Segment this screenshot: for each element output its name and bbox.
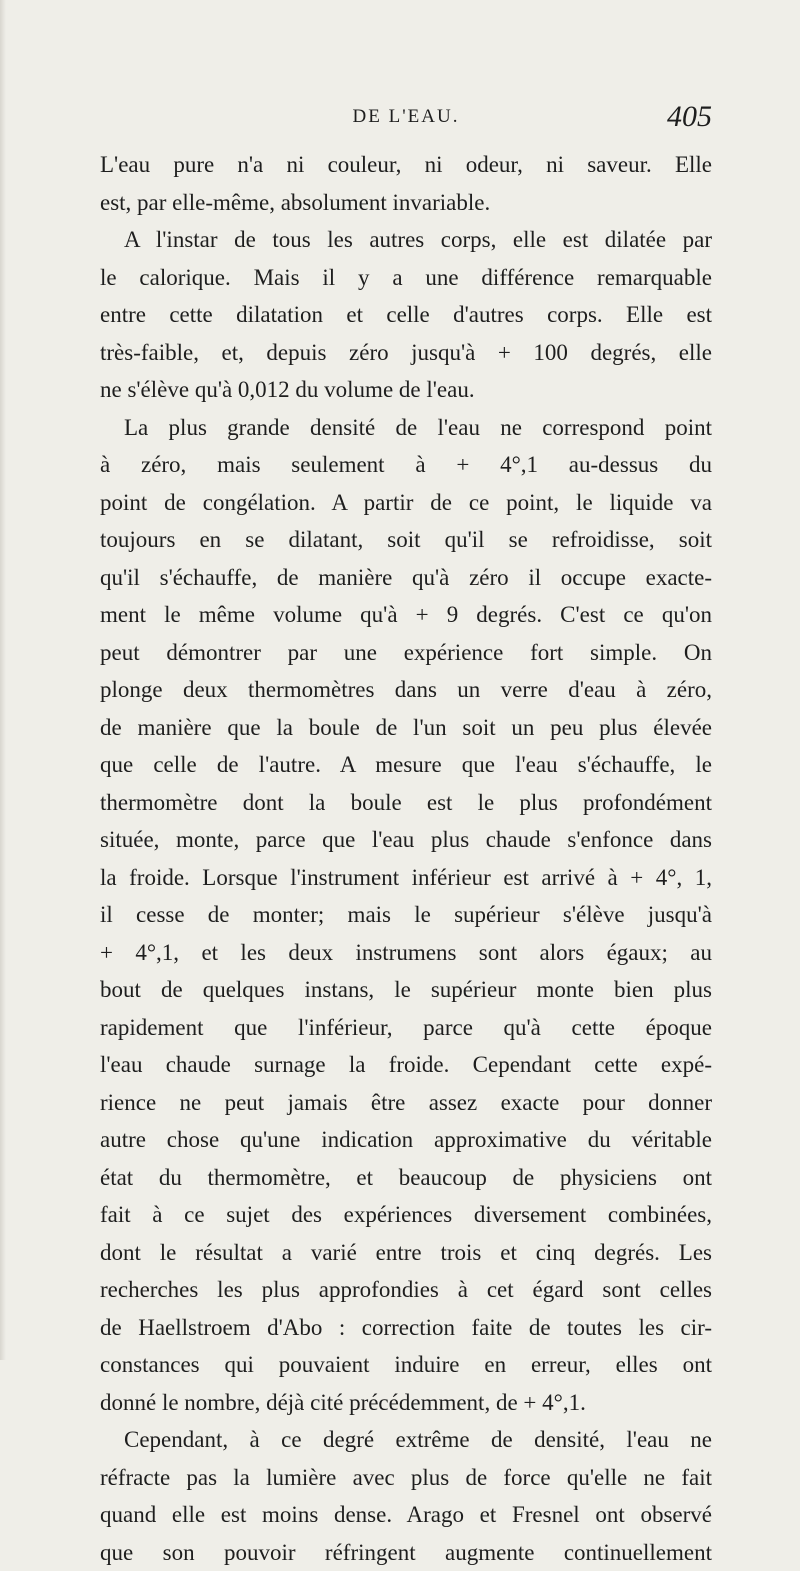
text-line: réfracte pas la lumière avec plus de force qu'elle ne fait — [100, 1459, 712, 1497]
text-line: quand elle est moins dense. Arago et Fresnel ont observé — [100, 1496, 712, 1534]
text-line: état du thermomètre, et beaucoup de physiciens ont — [100, 1159, 712, 1197]
text-line: de manière que la boule de l'un soit un peu plus élevée — [100, 709, 712, 747]
text-line: très-faible, et, depuis zéro jusqu'à + 100 degrés, elle — [100, 334, 712, 372]
text-line: de Haellstroem d'Abo : correction faite de toutes les cir- — [100, 1309, 712, 1347]
text-line: autre chose qu'une indication approximative du véritable — [100, 1121, 712, 1159]
text-line: que celle de l'autre. A mesure que l'eau s'échauffe, le — [100, 746, 712, 784]
text-line: constances qui pouvaient induire en erreur, elles ont — [100, 1346, 712, 1384]
text-line: il cesse de monter; mais le supérieur s'élève jusqu'à — [100, 896, 712, 934]
text-line: bout de quelques instans, le supérieur monte bien plus — [100, 971, 712, 1009]
body-text — [100, 146, 712, 1571]
text-line: point de congélation. A partir de ce point, le liquide va — [100, 484, 712, 522]
text-line: l'eau chaude surnage la froide. Cependant cette expé- — [100, 1046, 712, 1084]
text-line: + 4°,1, et les deux instrumens sont alors égaux; au — [100, 934, 712, 972]
text-line: peut démontrer par une expérience fort simple. On — [100, 634, 712, 672]
text-line: entre cette dilatation et celle d'autres corps. Elle est — [100, 296, 712, 334]
text-line: thermomètre dont la boule est le plus profondément — [100, 784, 712, 822]
text-line: à zéro, mais seulement à + 4°,1 au-dessus du — [100, 446, 712, 484]
text-line: Cependant, à ce degré extrême de densité, l'eau ne — [100, 1421, 712, 1459]
text-line: rapidement que l'inférieur, parce qu'à cette époque — [100, 1009, 712, 1047]
text-line: L'eau pure n'a ni couleur, ni odeur, ni saveur. Elle — [100, 146, 712, 184]
text-line: que son pouvoir réfringent augmente continuellement — [100, 1534, 712, 1571]
page-header — [100, 100, 712, 136]
text-line: située, monte, parce que l'eau plus chaude s'enfonce dans — [100, 821, 712, 859]
text-line: La plus grande densité de l'eau ne correspond point — [100, 409, 712, 447]
text-line: A l'instar de tous les autres corps, elle est dilatée par — [100, 221, 712, 259]
page-edge-shadow — [0, 0, 6, 1360]
text-line: ne s'élève qu'à 0,012 du volume de l'eau. — [100, 371, 712, 409]
text-line: recherches les plus approfondies à cet égard sont celles — [100, 1271, 712, 1309]
text-line: qu'il s'échauffe, de manière qu'à zéro il occupe exacte- — [100, 559, 712, 597]
text-line: rience ne peut jamais être assez exacte pour donner — [100, 1084, 712, 1122]
text-line: le calorique. Mais il y a une différence remarquable — [100, 259, 712, 297]
running-head: DE L'EAU. — [100, 106, 712, 128]
text-line: la froide. Lorsque l'instrument inférieur est arrivé à + 4°, 1, — [100, 859, 712, 897]
text-line: ment le même volume qu'à + 9 degrés. C'est ce qu'on — [100, 596, 712, 634]
text-line: dont le résultat a varié entre trois et cinq degrés. Les — [100, 1234, 712, 1272]
page-number: 405 — [667, 100, 712, 134]
text-line: plonge deux thermomètres dans un verre d'eau à zéro, — [100, 671, 712, 709]
text-line: toujours en se dilatant, soit qu'il se refroidisse, soit — [100, 521, 712, 559]
text-line: fait à ce sujet des expériences diversement combinées, — [100, 1196, 712, 1234]
text-line: est, par elle-même, absolument invariable. — [100, 184, 712, 222]
text-line: donné le nombre, déjà cité précédemment, de + 4°,1. — [100, 1384, 712, 1422]
